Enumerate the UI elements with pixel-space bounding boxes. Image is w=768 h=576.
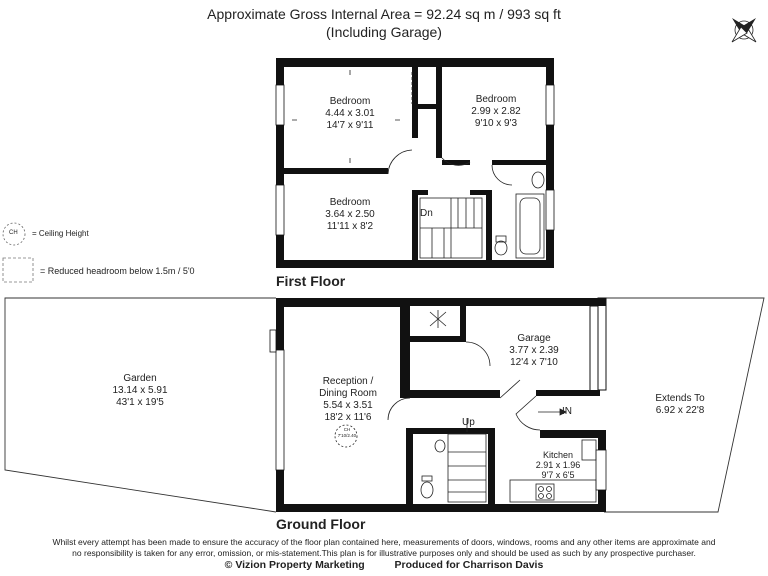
disclaimer-line-1: Whilst every attempt has been made to ensure the accuracy of the floor plan contained here, measurements of doors, windows, rooms and any other items are approximate and bbox=[52, 537, 716, 547]
garden-label: Garden 13.14 x 5.91 43'1 x 19'5 bbox=[112, 373, 168, 408]
copyright-text: © Vizion Property Marketing bbox=[224, 559, 365, 571]
legend-reduced-headroom: = Reduced headroom below 1.5m / 5'0 bbox=[40, 266, 195, 276]
disclaimer-line-2: no responsibility is taken for any error, omission, or mis-statement.This plan is for illustrative purposes only and should be used as such by any prospective purchaser. bbox=[72, 548, 696, 558]
extends-to-label: Extends To 6.92 x 22'8 bbox=[655, 393, 705, 416]
reception-ceiling-height-badge: CH 7'10/2.40 bbox=[337, 427, 357, 438]
legend-ch-symbol: CH bbox=[9, 230, 18, 236]
ground-floor-stairs-label: Up bbox=[462, 417, 475, 428]
kitchen-label: Kitchen 2.91 x 1.96 9'7 x 6'5 bbox=[535, 450, 581, 480]
legend-ceiling-height: = Ceiling Height bbox=[32, 229, 89, 238]
footer-credits bbox=[0, 560, 768, 571]
gross-area-title: Approximate Gross Internal Area = 92.24 sq m / 993 sq ft bbox=[207, 6, 561, 22]
bedroom-3-label: Bedroom 3.64 x 2.50 11'11 x 8'2 bbox=[325, 197, 375, 232]
garage-note: (Including Garage) bbox=[326, 24, 442, 40]
reception-dining-label: Reception / Dining Room 5.54 x 3.51 18'2 x 11'6 bbox=[319, 376, 377, 423]
entry-label: IN bbox=[562, 406, 572, 417]
garage-label: Garage 3.77 x 2.39 12'4 x 7'10 bbox=[509, 333, 559, 368]
produced-for-text: Produced for Charrison Davis bbox=[394, 559, 544, 571]
compass-rose-icon bbox=[732, 18, 756, 42]
first-floor-plan bbox=[276, 58, 554, 268]
first-floor-stairs-label: Dn bbox=[420, 208, 433, 219]
bedroom-1-label: Bedroom 4.44 x 3.01 14'7 x 9'11 bbox=[325, 96, 375, 131]
first-floor-title: First Floor bbox=[276, 273, 346, 289]
bedroom-2-label: Bedroom 2.99 x 2.82 9'10 x 9'3 bbox=[471, 94, 521, 129]
ground-floor-title: Ground Floor bbox=[276, 516, 366, 532]
legend bbox=[3, 223, 33, 282]
